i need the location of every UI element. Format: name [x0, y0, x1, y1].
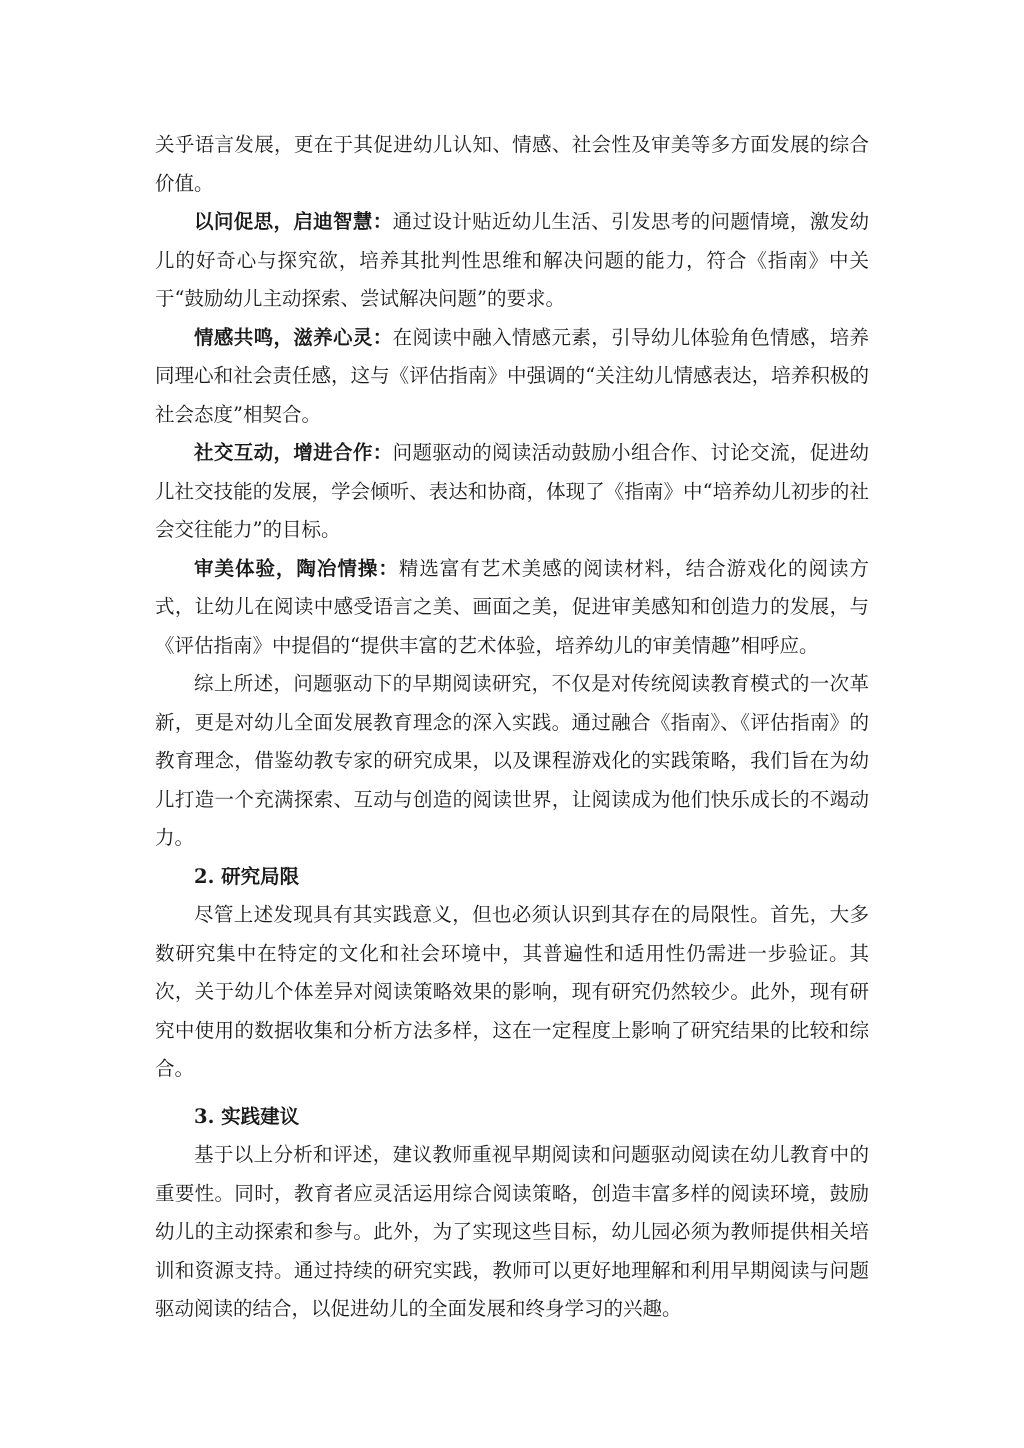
section-body-recommendations: 基于以上分析和评述，建议教师重视早期阅读和问题驱动阅读在幼儿教育中的重要性。同时，教育者应灵活运用综合阅读策略，创造丰富多样的阅读环境，鼓励幼儿的主动探索和参与。此外，为了实现这些目标，幼儿园必须为教师提供相关培训和资源支持。通过持续的研究实践，教师可以更好地理解和利用早期阅读与问题驱动阅读的结合，以促进幼儿的全面发展和终身学习的兴趣。	[155, 1143, 869, 1320]
paragraph-lead: 审美体验，陶冶情操：	[194, 556, 399, 580]
paragraph-lead: 情感共鸣，滋养心灵：	[194, 325, 393, 349]
paragraph-lead: 以问促思，启迪智慧：	[194, 210, 393, 233]
document-page	[155, 126, 869, 1329]
paragraph-text: 问题驱动的阅读活动鼓励小组合作、讨论交流，促进幼儿社交技能的发展，学会倾听、表达和协商，体现了《指南》中“培养幼儿初步的社会交往能力”的目标。	[155, 441, 869, 541]
paragraph-text: 综上所述，问题驱动下的早期阅读研究，不仅是对传统阅读教育模式的一次革新，更是对幼儿全面发展教育理念的深入实践。通过融合《指南》、《评估指南》的教育理念，借鉴幼教专家的研究成果，以及课程游戏化的实践策略，我们旨在为幼儿打造一个充满探索、互动与创造的阅读世界，让阅读成为他们快乐成长的不竭动力。	[155, 672, 869, 849]
paragraph-question-thinking	[155, 203, 869, 319]
paragraph-text: 精选富有艺术美感的阅读材料，结合游戏化的阅读方式，让幼儿在阅读中感受语言之美、画面之美，促进审美感知和创造力的发展，与《评估指南》中提倡的“提供丰富的艺术体验，培养幼儿的审美情趣”相呼应。	[155, 556, 869, 657]
paragraph-summary	[155, 665, 869, 858]
paragraph-aesthetic-experience	[155, 550, 869, 666]
section-heading-limitations: 2. 研究局限	[194, 864, 300, 888]
section-body-limitations: 尽管上述发现具有其实践意义，但也必须认识到其存在的局限性。首先，大多数研究集中在特定的文化和社会环境中，其普遍性和适用性仍需进一步验证。其次，关于幼儿个体差异对阅读策略效果的影响，现有研究仍然较少。此外，现有研究中使用的数据收集和分析方法多样，这在一定程度上影响了研究结果的比较和综合。	[155, 903, 869, 1080]
paragraph-text: 在阅读中融入情感元素，引导幼儿体验角色情感，培养同理心和社会责任感，这与《评估指南》中强调的“关注幼儿情感表达，培养积极的社会态度”相契合。	[155, 325, 869, 426]
paragraph-lead: 社交互动，增进合作：	[194, 441, 393, 464]
paragraph-continuation	[155, 126, 869, 203]
paragraph-social-interaction	[155, 434, 869, 550]
paragraph-text: 关乎语言发展，更在于其促进幼儿认知、情感、社会性及审美等多方面发展的综合价值。	[155, 133, 869, 195]
section-heading-recommendations: 3. 实践建议	[194, 1104, 300, 1128]
paragraph-emotional-resonance	[155, 319, 869, 435]
paragraph-text: 通过设计贴近幼儿生活、引发思考的问题情境，激发幼儿的好奇心与探究欲，培养其批判性思维和解决问题的能力，符合《指南》中关于“鼓励幼儿主动探索、尝试解决问题”的要求。	[155, 210, 869, 310]
